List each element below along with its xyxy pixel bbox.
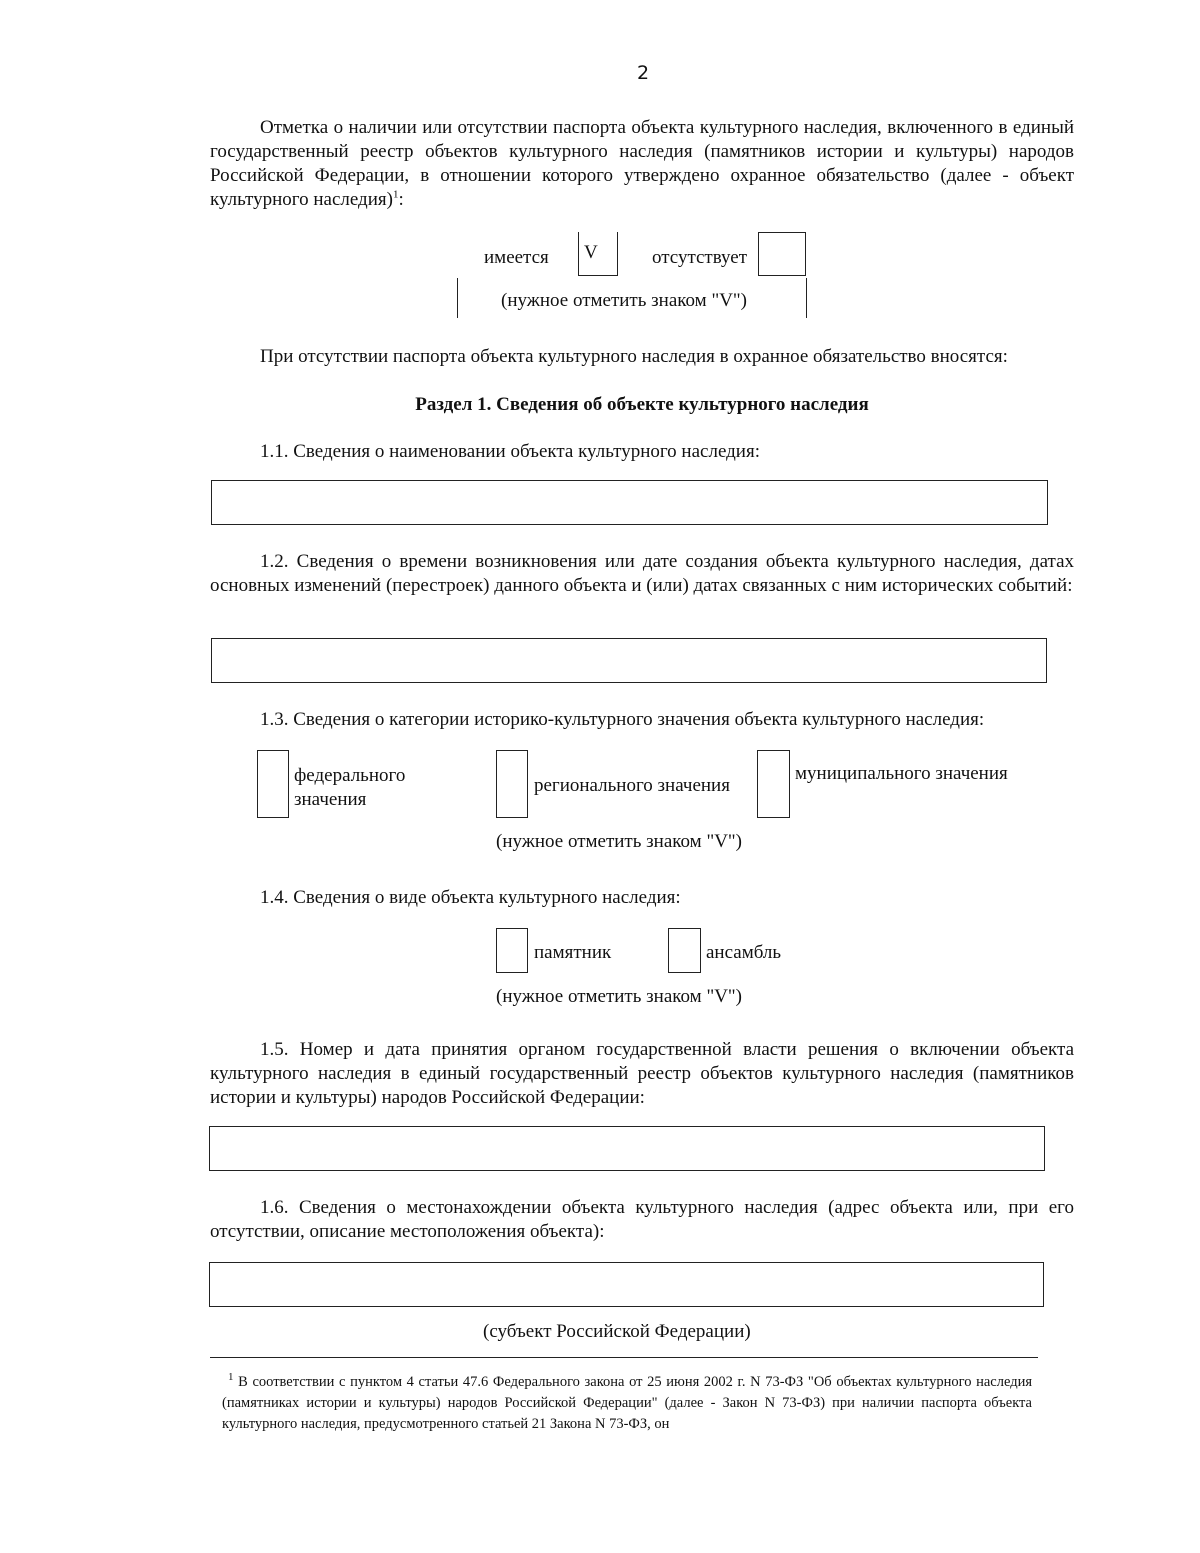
passport-present-checkbox[interactable] <box>578 232 618 276</box>
page-number: 2 <box>636 62 650 84</box>
intro-paragraph <box>210 116 1074 212</box>
footnote-reference[interactable]: 1 <box>392 188 399 201</box>
answer-1-1-field[interactable] <box>211 480 1048 525</box>
passport-choice-hint: (нужное отметить знаком "V") <box>501 290 747 311</box>
kind-ensemble-label: ансамбль <box>706 942 782 963</box>
question-1-1: 1.1. Сведения о наименовании объекта культурного наследия: <box>260 441 760 462</box>
intro-suffix: : <box>398 189 404 210</box>
choice-frame-right-line <box>806 278 807 318</box>
footnote <box>222 1372 1032 1435</box>
question-1-2: 1.2. Сведения о времени возникновения или дате создания объекта культурного наследия, датах основных изменений (перестроек) данного объекта и (или) датах связанных с ним исторических событий: <box>210 551 1074 596</box>
category-federal-label: федерального значения <box>294 765 406 810</box>
choice-frame-left-line <box>457 278 458 318</box>
passport-present-mark: V <box>584 242 598 263</box>
footnote-text: В соответствии с пунктом 4 статьи 47.6 Федерального закона от 25 июня 2002 г. N 73-ФЗ "Об объектах культурного наследия (памятниках истории и культуры) народов Российской Федерации" (далее - Закон N 73-ФЗ) при наличии паспорта объекта культурного наследия, предусмотренного статьей 21 Закона N 73-ФЗ, он <box>222 1374 1033 1432</box>
category-hint: (нужное отметить знаком "V") <box>496 831 742 852</box>
question-1-4: 1.4. Сведения о виде объекта культурного наследия: <box>260 887 681 908</box>
answer-1-2-field[interactable] <box>211 638 1047 683</box>
passport-present-label: имеется <box>484 247 549 268</box>
kind-monument-checkbox[interactable] <box>496 928 528 973</box>
category-federal-checkbox[interactable] <box>257 750 289 818</box>
category-regional-checkbox[interactable] <box>496 750 528 818</box>
question-1-3: 1.3. Сведения о категории историко-культурного значения объекта культурного наследия: <box>260 709 985 730</box>
question-1-5: 1.5. Номер и дата принятия органом государственной власти решения о включении объекта культурного наследия в единый государственный реестр объектов культурного наследия (памятников истории и культуры) народов Российской Федерации: <box>210 1039 1074 1108</box>
answer-1-6-field[interactable] <box>209 1262 1044 1307</box>
category-municipal-checkbox[interactable] <box>757 750 790 818</box>
kind-hint: (нужное отметить знаком "V") <box>496 986 742 1007</box>
passport-absent-checkbox[interactable] <box>758 232 806 276</box>
intro-text: Отметка о наличии или отсутствии паспорта объекта культурного наследия, включенного в единый государственный реестр объектов культурного наследия (памятников истории и культуры) народов Российской Федерации, в отношении которого утверждено охранное обязательство (далее - объект культурного наследия) <box>210 117 1074 210</box>
kind-monument-label: памятник <box>534 942 612 963</box>
category-regional-label: регионального значения <box>534 775 730 796</box>
subject-caption: (субъект Российской Федерации) <box>483 1321 751 1342</box>
answer-1-5-field[interactable] <box>209 1126 1045 1171</box>
passport-absent-label: отсутствует <box>652 247 748 268</box>
section-1-title: Раздел 1. Сведения об объекте культурного наследия <box>415 394 869 415</box>
kind-ensemble-checkbox[interactable] <box>668 928 701 973</box>
absence-note: При отсутствии паспорта объекта культурного наследия в охранное обязательство вносятся: <box>260 346 1008 367</box>
footnote-separator <box>210 1357 1038 1358</box>
question-1-6: 1.6. Сведения о местонахождении объекта культурного наследия (адрес объекта или, при его отсутствии, описание местоположения объекта): <box>210 1197 1074 1242</box>
category-municipal-label: муниципального значения <box>795 763 1008 784</box>
footnote-mark: 1 <box>228 1371 234 1384</box>
